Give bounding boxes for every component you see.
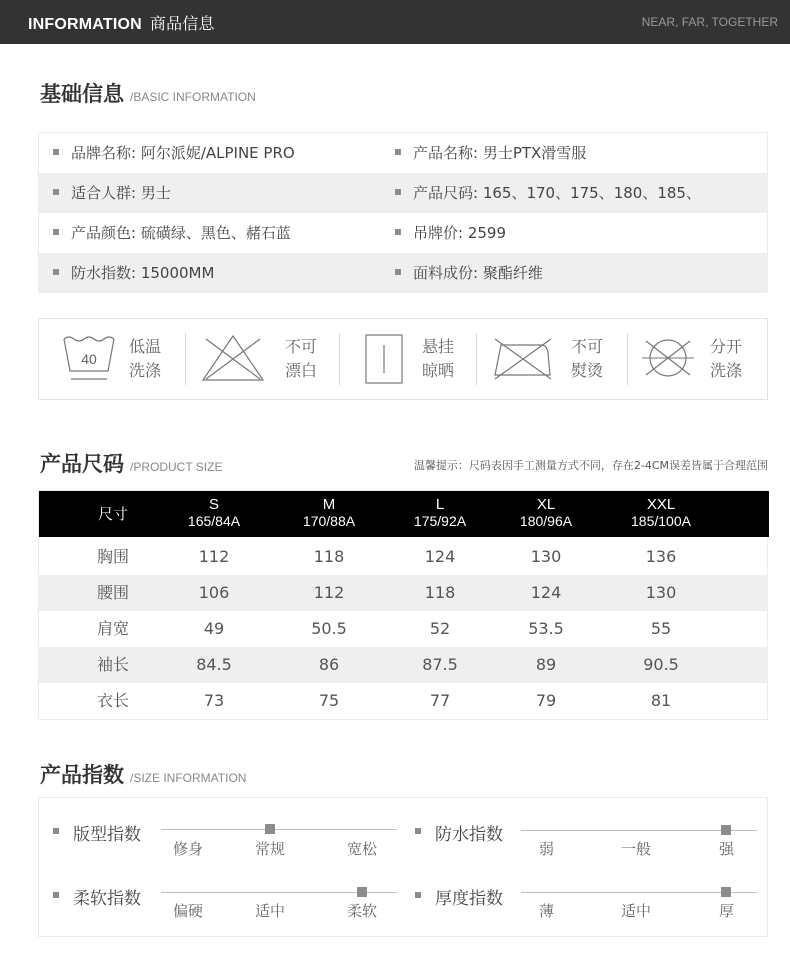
size-table-header bbox=[39, 491, 769, 537]
table-cell: 87.5 bbox=[422, 655, 458, 674]
care-item-hang bbox=[340, 319, 476, 399]
info-row bbox=[39, 213, 767, 253]
table-cell: 77 bbox=[429, 691, 451, 710]
size-measure: 165/84A bbox=[187, 513, 241, 529]
size-code: L bbox=[435, 496, 445, 513]
bullet-icon bbox=[53, 189, 59, 195]
info-cell bbox=[395, 253, 767, 293]
info-cell bbox=[53, 173, 393, 213]
index-option: 弱 bbox=[539, 840, 555, 858]
table-cell: 124 bbox=[424, 547, 456, 566]
care-item-wash bbox=[39, 319, 185, 399]
care-text bbox=[710, 335, 742, 383]
info-text: 面料成份: 聚酯纤维 bbox=[413, 264, 543, 282]
row-label: 袖长 bbox=[96, 655, 129, 674]
bullet-icon bbox=[395, 229, 401, 235]
table-cell: 112 bbox=[313, 583, 345, 602]
index-option: 适中 bbox=[255, 902, 286, 920]
table-cell: 89 bbox=[535, 655, 557, 674]
size-information-heading-cn: 产品指数 bbox=[40, 763, 124, 787]
table-cell: 49 bbox=[203, 619, 225, 638]
header-title bbox=[28, 11, 215, 34]
care-text bbox=[285, 335, 317, 383]
index-option: 薄 bbox=[539, 902, 555, 920]
table-cell: 75 bbox=[318, 691, 340, 710]
wash-separately-icon bbox=[640, 335, 696, 381]
info-text: 吊牌价: 2599 bbox=[413, 224, 506, 242]
table-cell: 81 bbox=[650, 691, 672, 710]
size-tip: 温馨提示：尺码表因手工测量方式不同，存在2-4CM误差皆属于合理范围 bbox=[413, 459, 768, 472]
info-row bbox=[39, 253, 767, 293]
table-cell: 53.5 bbox=[528, 619, 564, 638]
table-cell: 90.5 bbox=[643, 655, 679, 674]
bullet-icon bbox=[53, 269, 59, 275]
table-cell: 130 bbox=[530, 547, 562, 566]
row-label: 胸围 bbox=[96, 547, 129, 566]
table-cell: 118 bbox=[313, 547, 345, 566]
table-cell: 118 bbox=[424, 583, 456, 602]
index-option: 修身 bbox=[173, 840, 204, 858]
size-measure: 180/96A bbox=[519, 513, 573, 529]
care-text-line: 分开 bbox=[710, 337, 743, 356]
bullet-icon bbox=[395, 189, 401, 195]
table-cell: 106 bbox=[198, 583, 230, 602]
index-marker bbox=[721, 825, 731, 835]
index-option: 常规 bbox=[255, 840, 286, 858]
care-text-line: 悬挂 bbox=[422, 337, 455, 356]
table-cell: 130 bbox=[645, 583, 677, 602]
size-code: XXL bbox=[646, 496, 676, 513]
size-code: XL bbox=[536, 496, 556, 513]
bullet-icon bbox=[53, 828, 59, 834]
wash-temp-number: 40 bbox=[81, 351, 97, 367]
size-header-cell bbox=[159, 496, 269, 530]
table-cell: 73 bbox=[203, 691, 225, 710]
table-row bbox=[39, 611, 767, 647]
table-row bbox=[39, 539, 767, 575]
care-item-iron bbox=[477, 319, 627, 399]
table-cell: 136 bbox=[645, 547, 677, 566]
size-information-heading bbox=[40, 759, 246, 789]
table-cell: 50.5 bbox=[311, 619, 347, 638]
table-row bbox=[39, 575, 767, 611]
care-text-line: 低温 bbox=[129, 337, 162, 356]
header-bar bbox=[0, 0, 790, 44]
table-cell: 86 bbox=[318, 655, 340, 674]
index-option: 柔软 bbox=[347, 902, 378, 920]
size-header-cell bbox=[606, 496, 716, 530]
header-title-en: INFORMATION bbox=[28, 16, 142, 33]
table-cell: 55 bbox=[650, 619, 672, 638]
index-option: 强 bbox=[719, 840, 735, 858]
info-text: 产品颜色: 硫磺绿、黑色、赭石蓝 bbox=[71, 224, 291, 242]
row-label: 衣长 bbox=[96, 691, 129, 710]
index-marker bbox=[721, 887, 731, 897]
header-tagline: NEAR, FAR, TOGETHER bbox=[641, 15, 778, 29]
index-label: 版型指数 bbox=[73, 825, 141, 845]
care-text bbox=[571, 335, 603, 383]
care-text bbox=[422, 335, 454, 383]
care-text-line: 熨烫 bbox=[571, 361, 604, 380]
index-marker bbox=[357, 887, 367, 897]
basic-info-heading-cn: 基础信息 bbox=[40, 82, 124, 106]
info-row bbox=[39, 173, 767, 213]
index-option: 一般 bbox=[621, 840, 652, 858]
row-label: 腰围 bbox=[96, 583, 129, 602]
care-item-separate bbox=[628, 319, 768, 399]
index-label: 防水指数 bbox=[435, 825, 503, 845]
size-measure: 185/100A bbox=[631, 513, 691, 529]
size-code: S bbox=[208, 496, 219, 513]
info-cell bbox=[53, 213, 393, 253]
index-marker bbox=[265, 824, 275, 834]
table-row bbox=[39, 647, 767, 683]
size-code: M bbox=[322, 496, 336, 513]
bullet-icon bbox=[53, 149, 59, 155]
info-text: 产品尺码: 165、170、175、180、185、 bbox=[413, 184, 701, 202]
table-cell: 124 bbox=[530, 583, 562, 602]
product-size-heading-cn: 产品尺码 bbox=[40, 452, 124, 476]
index-scale-line bbox=[161, 829, 397, 830]
no-bleach-icon bbox=[200, 333, 266, 383]
info-cell bbox=[395, 173, 767, 213]
size-header-cell bbox=[274, 496, 384, 530]
info-text: 品牌名称: 阿尔派妮/ALPINE PRO bbox=[71, 144, 295, 162]
care-text-line: 漂白 bbox=[285, 361, 318, 380]
bullet-icon bbox=[395, 149, 401, 155]
index-option: 厚 bbox=[719, 902, 735, 920]
table-cell: 112 bbox=[198, 547, 230, 566]
header-title-cn: 商品信息 bbox=[149, 14, 215, 33]
info-row bbox=[39, 133, 767, 173]
info-text: 防水指数: 15000MM bbox=[71, 264, 215, 282]
care-text-line: 不可 bbox=[571, 337, 604, 356]
size-measure: 175/92A bbox=[413, 513, 467, 529]
index-option: 宽松 bbox=[347, 840, 378, 858]
size-header-cell bbox=[385, 496, 495, 530]
index-option: 适中 bbox=[621, 902, 652, 920]
size-header-label: 尺寸 bbox=[97, 505, 128, 523]
size-header-cell bbox=[491, 496, 601, 530]
basic-info-table bbox=[38, 132, 768, 292]
wash-40-icon bbox=[61, 333, 117, 385]
info-cell bbox=[53, 133, 393, 173]
table-cell: 79 bbox=[535, 691, 557, 710]
row-label: 肩宽 bbox=[96, 619, 129, 638]
hang-dry-icon bbox=[364, 333, 404, 385]
bullet-icon bbox=[395, 269, 401, 275]
product-size-heading bbox=[40, 448, 222, 478]
info-cell bbox=[395, 213, 767, 253]
index-label: 柔软指数 bbox=[73, 889, 141, 909]
basic-info-heading-en: /BASIC INFORMATION bbox=[130, 90, 256, 104]
index-label: 厚度指数 bbox=[435, 889, 503, 909]
product-size-heading-en: /PRODUCT SIZE bbox=[130, 460, 223, 474]
bullet-icon bbox=[415, 892, 421, 898]
care-text-line: 不可 bbox=[285, 337, 318, 356]
size-measure: 170/88A bbox=[302, 513, 356, 529]
basic-info-heading bbox=[40, 78, 256, 108]
table-cell: 52 bbox=[429, 619, 451, 638]
care-text-line: 洗涤 bbox=[129, 361, 162, 380]
care-text-line: 洗涤 bbox=[710, 361, 743, 380]
info-text: 适合人群: 男士 bbox=[71, 184, 171, 202]
bullet-icon bbox=[53, 229, 59, 235]
info-text: 产品名称: 男士PTX滑雪服 bbox=[413, 144, 587, 162]
index-option: 偏硬 bbox=[173, 902, 204, 920]
no-iron-icon bbox=[491, 335, 553, 381]
table-cell: 84.5 bbox=[196, 655, 232, 674]
info-cell bbox=[395, 133, 767, 173]
care-text bbox=[129, 335, 161, 383]
bullet-icon bbox=[415, 828, 421, 834]
bullet-icon bbox=[53, 892, 59, 898]
info-cell bbox=[53, 253, 393, 293]
care-item-bleach bbox=[186, 319, 336, 399]
size-table bbox=[38, 490, 768, 720]
product-index-box bbox=[38, 797, 768, 937]
size-information-heading-en: /SIZE INFORMATION bbox=[130, 771, 247, 785]
care-text-line: 晾晒 bbox=[422, 361, 455, 380]
care-instructions bbox=[38, 318, 768, 400]
table-row bbox=[39, 683, 767, 719]
